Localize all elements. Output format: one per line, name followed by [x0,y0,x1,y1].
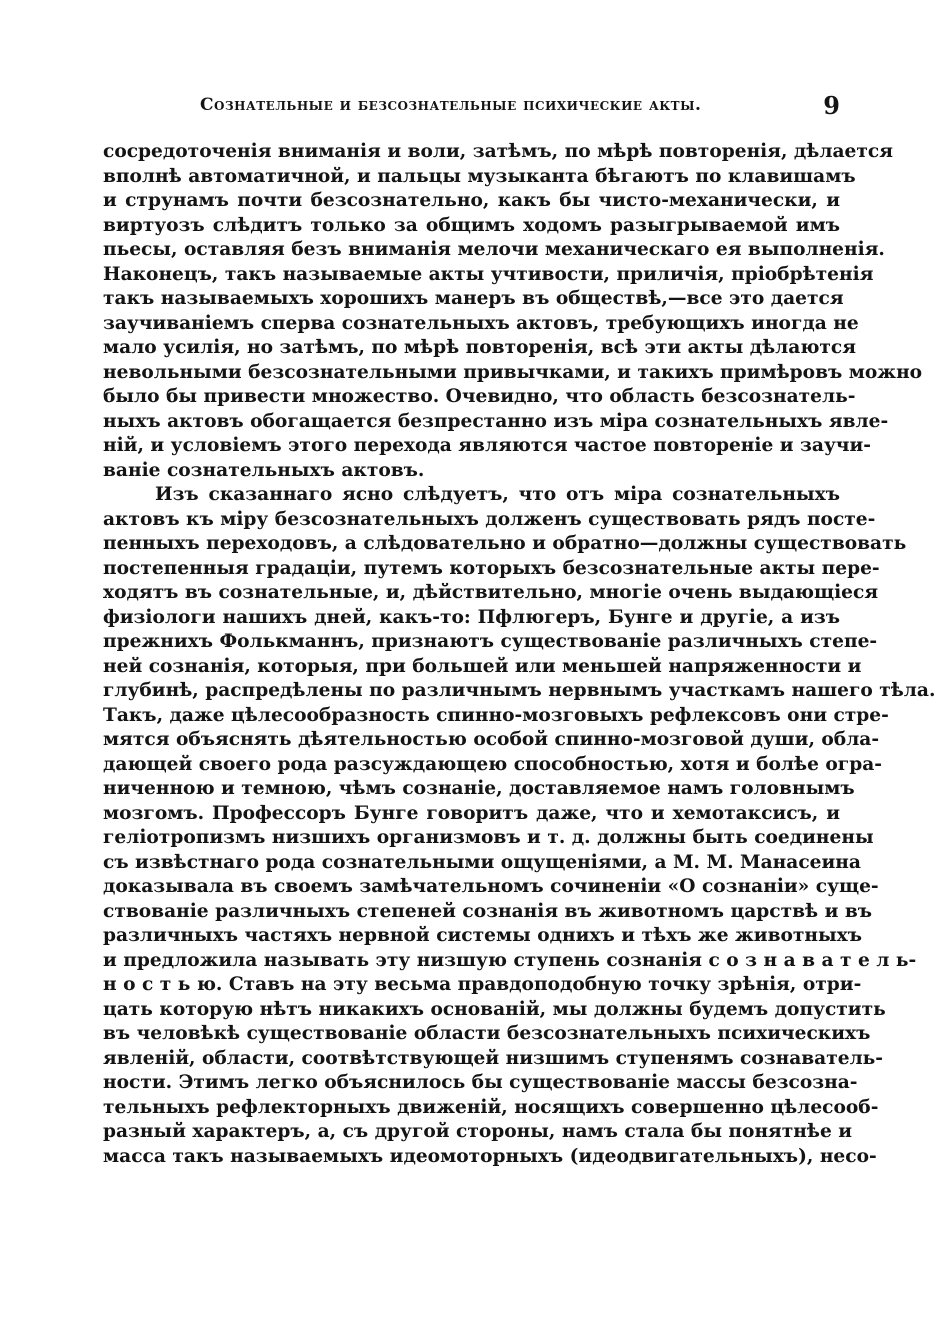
text-line: было бы привести множество. Очевидно, что область безсознатель- [103,386,856,407]
text-line: такъ называемыхъ хорошихъ манеръ въ обществѣ,—все это дается [103,288,844,309]
text-line: масса такъ называемыхъ идеомоторныхъ (идеодвигательныхъ), несо- [103,1145,877,1167]
text-line: заучиваніемъ сперва сознательныхъ актовъ, требующихъ иногда не [103,312,859,334]
text-line: глубинѣ, распредѣлены по различнымъ нервнымъ участкамъ нашего тѣла. [103,680,936,701]
text-line: пенныхъ переходовъ, а слѣдовательно и обратно—должны существовать [103,533,907,554]
text-line: мало усилія, но затѣмъ, по мѣрѣ повторенія, всѣ эти акты дѣлаются [103,337,856,358]
text-line: вполнѣ автоматичной, и пальцы музыканта бѣгаютъ по клавишамъ [103,165,856,187]
text-line: геліотропизмъ низшихъ организмовъ и т. д. должны быть соединены [103,827,874,848]
running-head: Сознательные и безсознательные психические акты. [200,95,702,115]
text-line: ныхъ актовъ обогащается безпрестанно изъ міра сознательныхъ явле- [103,410,889,432]
text-line: Такъ, даже цѣлесообразность спинно-мозговыхъ рефлексовъ они стре- [103,704,889,726]
text-line: мятся объяснять дѣятельностью особой спинно-мозговой души, обла- [103,729,880,750]
text-line: физіологи нашихъ дней, какъ-то: Пфлюгеръ, Бунге и другіе, а изъ [103,606,840,628]
text-line: ниченною и темною, чѣмъ сознаніе, доставляемое намъ головнымъ [103,778,855,799]
paragraph-end-line: ваніе сознательныхъ актовъ. [103,459,425,481]
text-line: ствованіе различныхъ степеней сознанія въ животномъ царствѣ и въ [103,900,873,922]
text-line: пьесы, оставляя безъ вниманія мелочи механическаго ея выполненія. [103,239,885,260]
text-line: разный характеръ, а, съ другой стороны, намъ стала бы понятнѣе и [103,1121,853,1142]
text-line: цать которую нѣтъ никакихъ основаній, мы должны будемъ допустить [103,998,886,1020]
text-line: дающей своего рода разсуждающею способностью, хотя и болѣе огра- [103,753,882,775]
text-line: невольными безсознательными привычками, и такихъ примѣровъ можно [103,361,923,383]
text-line: сосредоточенія вниманія и воли, затѣмъ, по мѣрѣ повторенія, дѣлается [103,141,893,162]
text-line: ходятъ въ сознательные, и, дѣйствительно, многіе очень выдающіеся [103,582,879,603]
text-line: явленій, области, соотвѣтствующей низшимъ ступенямъ сознаватель- [103,1047,884,1069]
text-line: различныхъ частяхъ нервной системы однихъ и тѣхъ же животныхъ [103,925,863,946]
text-line: постепенныя градаціи, путемъ которыхъ безсознательные акты пере- [103,557,880,579]
text-line: н о с т ь ю. Ставъ на эту весьма правдоподобную точку зрѣнія, отри- [103,974,862,995]
text-line: доказывала въ своемъ замѣчательномъ сочиненіи «О сознаніи» суще- [103,876,879,897]
text-line: и струнамъ почти безсознательно, какъ бы чисто-механически, и [103,190,840,211]
text-line: актовъ къ міру безсознательныхъ долженъ существовать рядъ посте- [103,508,876,530]
page-header [200,91,840,125]
text-line: тельныхъ рефлекторныхъ движеній, носящихъ совершенно цѣлесооб- [103,1096,879,1118]
page-number: 9 [823,91,840,120]
text-line: прежнихъ Фолькманнъ, признаютъ существованіе различныхъ степе- [103,631,878,652]
body-text [103,140,936,1169]
text-line: Наконецъ, такъ называемые акты учтивости, приличія, пріобрѣтенія [103,263,874,285]
paragraph-start-line: Изъ сказаннаго ясно слѣдуетъ, что отъ міра сознательныхъ [155,484,840,505]
text-line: въ человѣкѣ существованіе области безсознательныхъ психическихъ [103,1023,871,1044]
text-line: ней сознанія, которыя, при большей или меньшей напряженности и [103,655,862,677]
text-line: мозгомъ. Профессоръ Бунге говоритъ даже, что и хемотаксисъ, и [103,802,840,824]
text-line: ній, и условіемъ этого перехода являются частое повтореніе и заучи- [103,435,871,456]
text-line: ности. Этимъ легко объяснилось бы существованіе массы безсозна- [103,1072,858,1093]
text-line: съ извѣстнаго рода сознательными ощущеніями, а М. М. Манасеина [103,851,861,873]
text-line: виртуозъ слѣдитъ только за общимъ ходомъ разыгрываемой имъ [103,214,840,236]
text-line: и предложила называть эту низшую ступень сознанія с о з н а в а т е л ь- [103,949,917,971]
